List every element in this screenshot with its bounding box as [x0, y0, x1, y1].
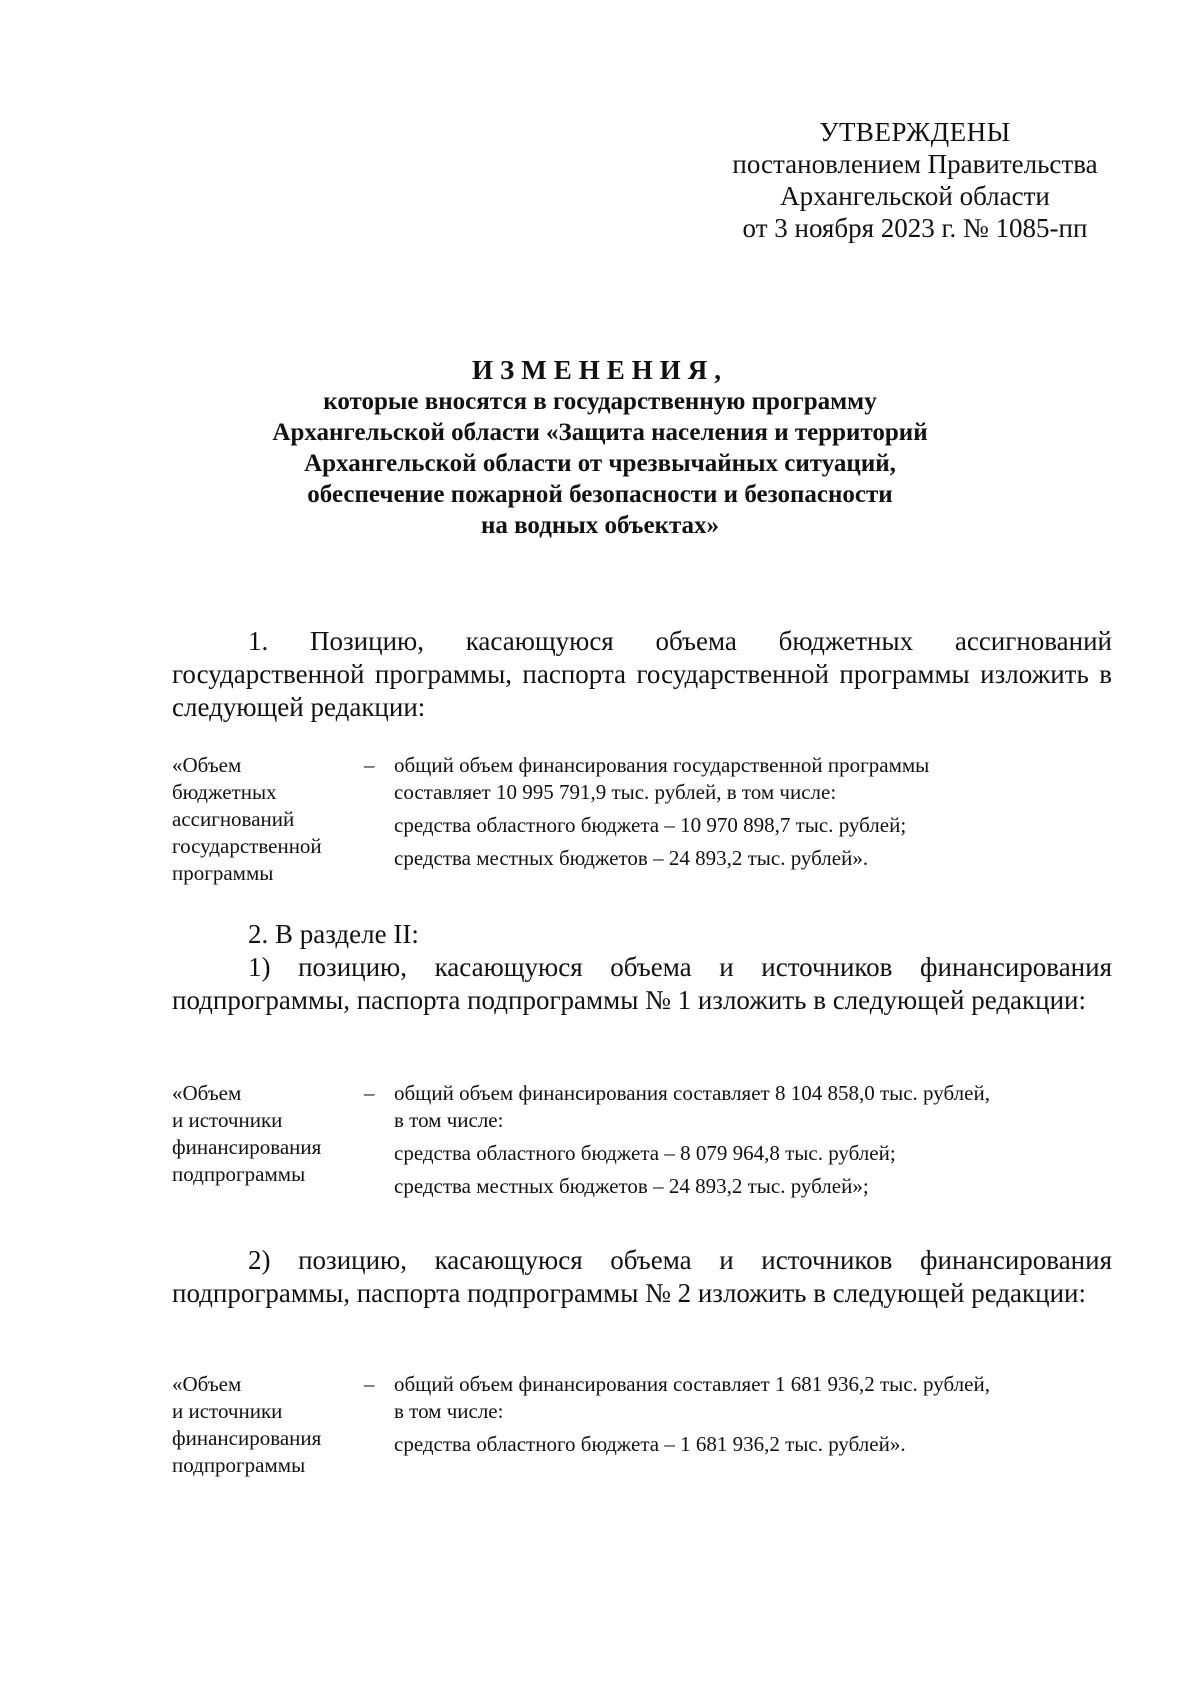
spec-3-dash: – — [364, 1372, 375, 1396]
spec-1-dash: – — [364, 753, 375, 777]
spec-3-value-line: общий объем финансирования составляет 1 681 936,2 тыс. рублей, — [394, 1372, 990, 1396]
spec-2-label-line: «Объем — [172, 1081, 242, 1105]
spec-2-value-line: средства областного бюджета – 8 079 964,8 тыс. рублей; — [394, 1141, 896, 1165]
spec-2-label-line: и источники — [172, 1108, 283, 1132]
document-subtitle-line-2: Архангельской области «Защита населения и территорий — [272, 419, 928, 446]
spec-1-label-line: программы — [172, 861, 274, 885]
spec-2-value-line: общий объем финансирования составляет 8 104 858,0 тыс. рублей, — [394, 1081, 990, 1105]
document-subtitle-line-1: которые вносятся в государственную программу — [323, 388, 877, 415]
approval-stamp — [705, 116, 1125, 244]
spec-2-label-line: финансирования — [172, 1135, 322, 1159]
spec-2-label-line: подпрограммы — [172, 1162, 306, 1186]
document-subtitle-line-5: на водных объектах» — [480, 512, 720, 539]
spec-1-value-line: составляет 10 995 791,9 тыс. рублей, в том числе: — [394, 780, 837, 804]
spec-3-label-line: финансирования — [172, 1426, 322, 1450]
approval-title: УТВЕРЖДЕНЫ — [819, 117, 1011, 147]
spec-1-label-line: бюджетных — [172, 780, 277, 804]
section-2-item-1-paragraph — [172, 951, 1112, 1017]
spec-2-value — [394, 1080, 1114, 1200]
section-2-item-2-paragraph — [172, 1244, 1112, 1310]
section-1-paragraph — [172, 625, 1112, 724]
spec-2-value-line: в том числе: — [394, 1108, 504, 1132]
spec-1-label-line: ассигнований — [172, 807, 295, 831]
spec-1-label-line: государственной — [172, 834, 322, 858]
spec-1-label — [172, 752, 352, 887]
spec-3-value — [394, 1371, 1114, 1458]
spec-1-label-line: «Объем — [172, 753, 242, 777]
section-1-text: 1. Позицию, касающуюся объема бюджетных ассигнований государственной программы, паспорта государственной программы изложить в следующей редакции: — [172, 626, 1112, 722]
section-2-item-2-text: 2) позицию, касающуюся объема и источников финансирования подпрограммы, паспорта подпрограммы № 2 изложить в следующей редакции: — [172, 1245, 1112, 1308]
spec-1-value-line: средства областного бюджета – 10 970 898,7 тыс. рублей; — [394, 813, 907, 837]
spec-1-value — [394, 752, 1114, 872]
approval-line-1: постановлением Правительства — [732, 149, 1098, 179]
spec-3-value-line: в том числе: — [394, 1399, 504, 1423]
section-2-title: 2. В разделе II: — [248, 919, 419, 949]
spec-2-value-line: средства местных бюджетов – 24 893,2 тыс. рублей»; — [394, 1174, 869, 1198]
spec-3-label — [172, 1371, 352, 1479]
spec-1-value-line: общий объем финансирования государственной программы — [394, 753, 930, 777]
spec-3-label-line: и источники — [172, 1399, 283, 1423]
approval-line-2: Архангельской области — [780, 181, 1050, 211]
document-title — [170, 355, 1030, 541]
spec-2-label — [172, 1080, 352, 1188]
document-subtitle-line-3: Архангельской области от чрезвычайных ситуаций, — [304, 450, 896, 477]
approval-line-3: от 3 ноября 2023 г. № 1085-пп — [742, 213, 1088, 243]
spec-3-value-line: средства областного бюджета – 1 681 936,2 тыс. рублей». — [394, 1432, 906, 1456]
spec-2-dash: – — [364, 1081, 375, 1105]
section-2-item-1-text: 1) позицию, касающуюся объема и источников финансирования подпрограммы, паспорта подпрограммы № 1 изложить в следующей редакции: — [172, 952, 1112, 1015]
spec-1-value-line: средства местных бюджетов – 24 893,2 тыс. рублей». — [394, 846, 869, 870]
document-subtitle-line-4: обеспечение пожарной безопасности и безопасности — [307, 481, 893, 508]
spec-3-label-line: подпрограммы — [172, 1453, 306, 1477]
document-heading: ИЗМЕНЕНИЯ, — [471, 355, 728, 385]
section-2-title-paragraph — [172, 918, 1112, 951]
spec-3-label-line: «Объем — [172, 1372, 242, 1396]
